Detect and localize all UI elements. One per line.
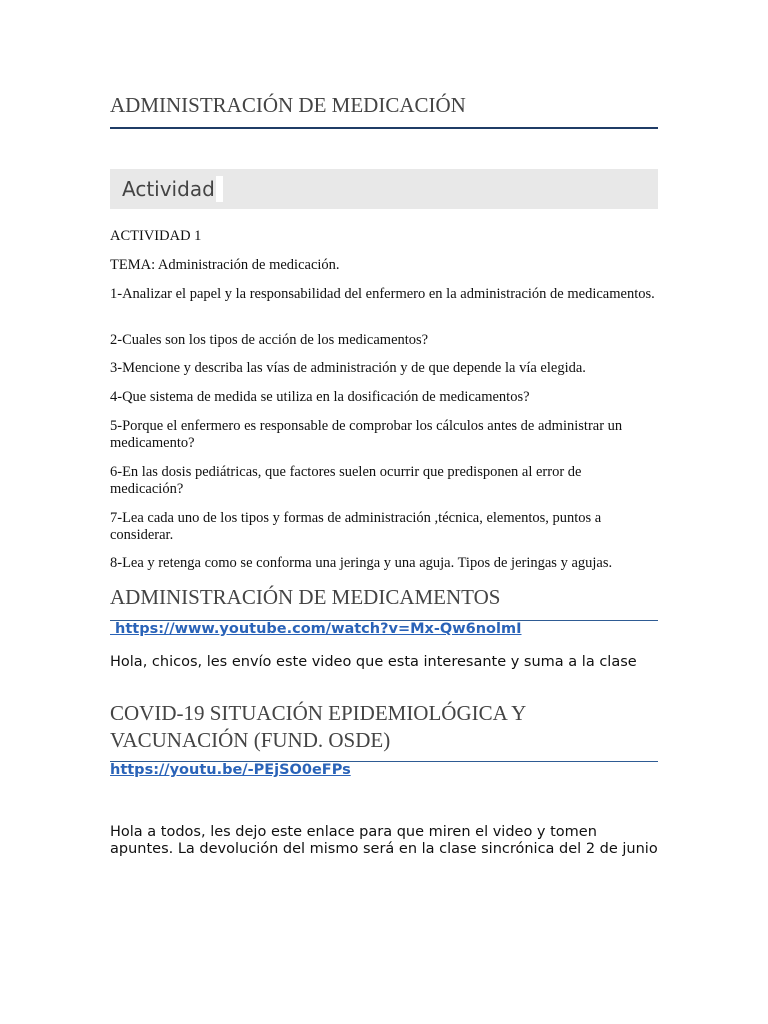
youtube-link-medicamentos[interactable]: https://www.youtube.com/watch?v=Mx-Qw6nolmI — [110, 621, 522, 637]
question-6: 6-En las dosis pediátricas, que factores suelen ocurrir que predisponen al error de medicación? — [110, 464, 582, 497]
activity-label: ACTIVIDAD 1 — [110, 228, 202, 244]
page-title: ADMINISTRACIÓN DE MEDICACIÓN — [110, 93, 466, 117]
page-title-block — [110, 92, 658, 118]
question-4: 4-Que sistema de medida se utiliza en la dosificación de medicamentos? — [110, 389, 530, 405]
section-medicamentos — [110, 584, 658, 610]
section-medicamentos-message: Hola, chicos, les envío este video que esta interesante y suma a la clase — [110, 654, 637, 670]
activity-header: Actividad — [122, 176, 223, 202]
title-divider — [110, 127, 658, 129]
activity-tema: TEMA: Administración de medicación. — [110, 257, 340, 273]
question-3: 3-Mencione y describa las vías de administración y de que depende la vía elegida. — [110, 360, 586, 376]
section-covid-heading: COVID-19 SITUACIÓN EPIDEMIOLÓGICA Y VACUNACIÓN (FUND. OSDE) — [110, 701, 526, 752]
question-7: 7-Lea cada uno de los tipos y formas de administración ,técnica, elementos, puntos a considerar. — [110, 510, 602, 543]
question-1: 1-Analizar el papel y la responsabilidad del enfermero en la administración de medicamentos. — [110, 286, 655, 302]
activity-header-box — [110, 169, 658, 209]
question-5: 5-Porque el enfermero es responsable de comprobar los cálculos antes de administrar un medicamento? — [110, 418, 623, 451]
section-covid — [110, 700, 658, 754]
section-medicamentos-heading: ADMINISTRACIÓN DE MEDICAMENTOS — [110, 585, 501, 609]
question-2: 2-Cuales son los tipos de acción de los medicamentos? — [110, 332, 429, 348]
question-8: 8-Lea y retenga como se conforma una jeringa y una aguja. Tipos de jeringas y agujas. — [110, 555, 613, 571]
youtube-link-covid[interactable]: https://youtu.be/-PEjSO0eFPs — [110, 762, 351, 778]
section-covid-message: Hola a todos, les dejo este enlace para que miren el video y tomen apuntes. La devolución del mismo será en la clase sincrónica del 2 de junio — [110, 824, 658, 857]
